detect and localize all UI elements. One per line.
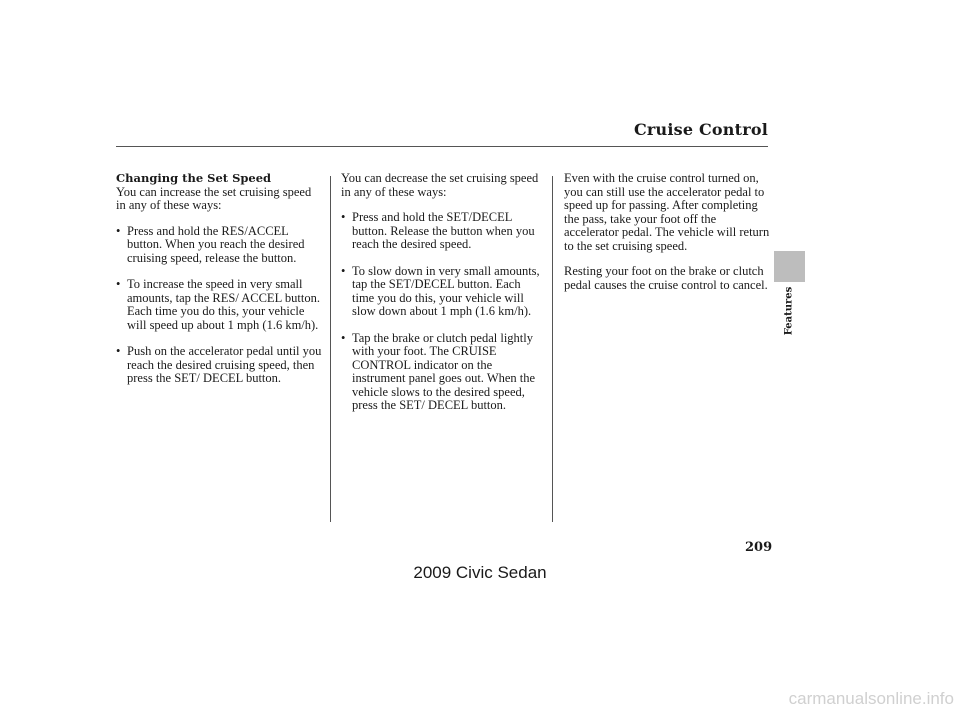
column-divider bbox=[330, 176, 331, 522]
list-item bbox=[341, 332, 541, 413]
increase-speed-list bbox=[116, 225, 322, 386]
bullet-icon: • bbox=[341, 263, 346, 278]
side-tab-marker bbox=[774, 251, 805, 282]
list-item-text: Tap the brake or clutch pedal lightly with your foot. The CRUISE CONTROL indicator on the instrument panel goes out. When the vehicle slows to the desired speed, press the SET/ DECEL button. bbox=[352, 330, 536, 412]
decrease-speed-list bbox=[341, 211, 541, 413]
column-divider bbox=[552, 176, 553, 522]
model-footer: 2009 Civic Sedan bbox=[413, 563, 547, 582]
column-right bbox=[564, 172, 770, 304]
subheading-changing-set-speed: Changing the Set Speed bbox=[116, 171, 272, 185]
section-title: Cruise Control bbox=[633, 120, 768, 139]
column-middle-intro: You can decrease the set cruising speed in any of these ways: bbox=[341, 171, 539, 199]
column-left bbox=[116, 172, 322, 399]
list-item-text: Push on the accelerator pedal until you reach the desired cruising speed, then press the SET/ DECEL button. bbox=[127, 344, 322, 385]
bullet-icon: • bbox=[116, 223, 121, 238]
paragraph: Resting your foot on the brake or clutch pedal causes the cruise control to cancel. bbox=[564, 264, 768, 292]
bullet-icon: • bbox=[116, 344, 121, 358]
list-item bbox=[116, 278, 322, 332]
bullet-icon: • bbox=[341, 330, 346, 345]
bullet-icon: • bbox=[116, 277, 121, 291]
list-item bbox=[116, 225, 322, 266]
title-divider bbox=[116, 146, 768, 147]
list-item bbox=[116, 345, 322, 386]
paragraph: Even with the cruise control turned on, you can still use the accelerator pedal to speed up for passing. After completing the pass, take your foot off the accelerator pedal. The vehicle will return to the set cruising speed. bbox=[564, 171, 770, 253]
column-middle bbox=[341, 172, 541, 426]
list-item-text: Press and hold the SET/DECEL button. Release the button when you reach the desired speed. bbox=[352, 210, 535, 251]
list-item bbox=[341, 265, 541, 319]
list-item-text: Press and hold the RES/ACCEL button. When you reach the desired cruising speed, release the button. bbox=[127, 223, 305, 265]
side-tab-label: Features bbox=[783, 286, 795, 336]
watermark: carmanualsonline.info bbox=[788, 689, 954, 708]
page-number: 209 bbox=[745, 540, 773, 555]
column-left-intro: You can increase the set cruising speed in any of these ways: bbox=[116, 184, 312, 212]
bullet-icon: • bbox=[341, 210, 346, 224]
list-item-text: To increase the speed in very small amounts, tap the RES/ ACCEL button. Each time you do this, your vehicle will speed up about 1 mph (1.6 km/h). bbox=[127, 277, 320, 332]
list-item bbox=[341, 211, 541, 252]
list-item-text: To slow down in very small amounts, tap the SET/DECEL button. Each time you do this, your vehicle will slow down about 1 mph (1.6 km/h). bbox=[352, 263, 540, 318]
side-tab-label-wrap bbox=[780, 281, 798, 341]
